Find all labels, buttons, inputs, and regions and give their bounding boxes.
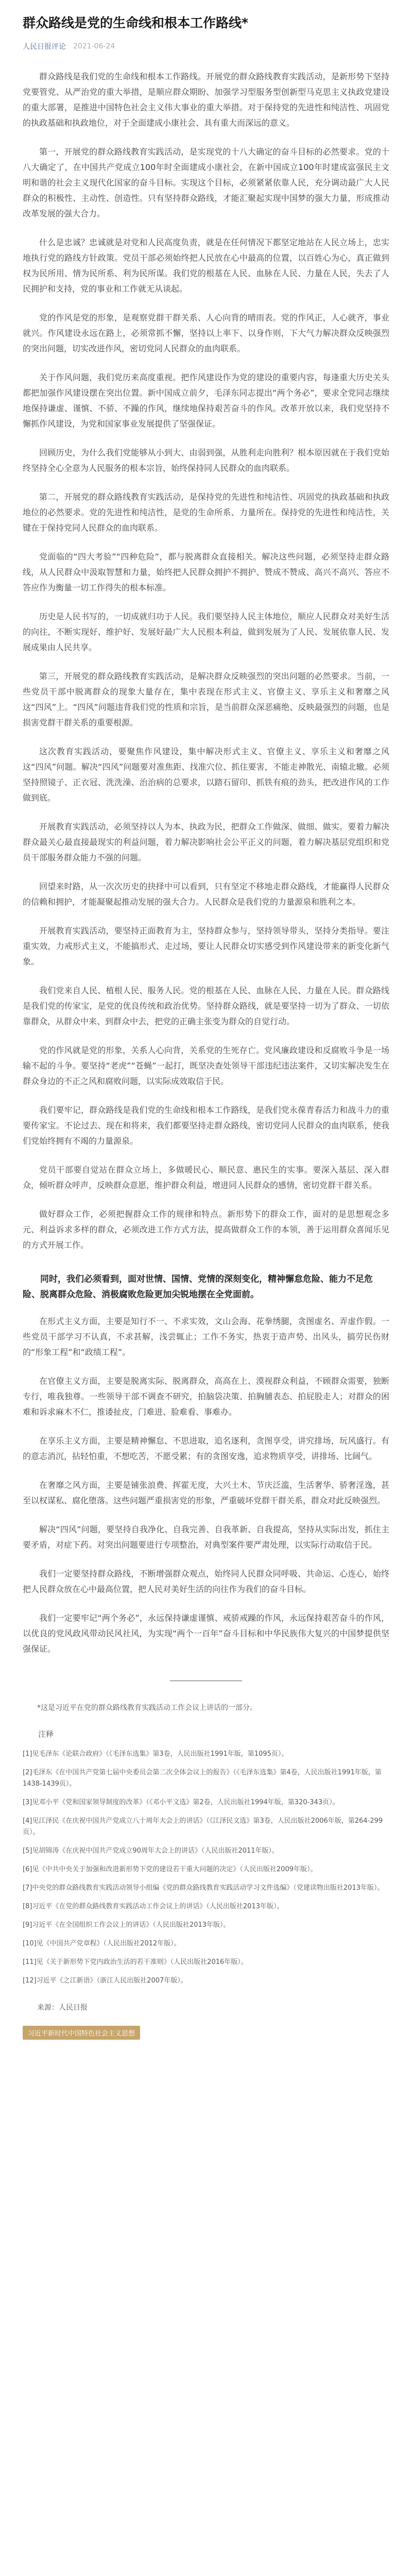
body-paragraph: 回望来时路，从一次次历史的抉择中可以看到，只有坚定不移地走群众路线，才能赢得人民群众的信赖和拥护，才能凝聚起推动发展的强大合力。人民群众是我们党的力量源泉和胜利之本。 <box>23 882 389 907</box>
body-paragraph: 历史是人民书写的，一切成就归功于人民。我们要坚持人民主体地位，顺应人民群众对美好生活的向往，不断实现好、维护好、发展好最广大人民根本利益，做到发展为了人民、发展依靠人民、发展成果由人民共享。 <box>23 612 389 652</box>
body-paragraph: 群众路线是我们党的生命线和根本工作路线。开展党的群众路线教育实践活动，是新形势下坚持党要管党、从严治党的重大举措，是顺应群众期盼、加强学习型服务型创新型马克思主义执政党建设的重大部署，是推进中国特色社会主义伟大事业的重大举措。对于保持党的先进性和纯洁性、巩固党的执政基础和执政地位，对于全面建成小康社会、具有重大而深远的意义。 <box>23 72 389 128</box>
reference-item: [10]见《中国共产党章程》（人民出版社2012年版）。 <box>23 1940 181 1947</box>
reference-item: [3]见邓小平《党和国家领导制度的改革》（《邓小平文选》第2卷，人民出版社1994年版，第320-343页）。 <box>23 1799 339 1806</box>
body-paragraph: 回顾历史，为什么我们党能够从小到大、由弱到强，从胜利走向胜利？根本原因就在于我们党始终坚持全心全意为人民服务的根本宗旨，始终保持同人民群众的血肉联系。 <box>23 448 389 473</box>
reference-item: [11]见《关于新形势下党内政治生活的若干准则》（人民出版社2016年版）。 <box>23 1958 248 1966</box>
body-paragraph: 党的作风是党的形象，是观察党群干群关系、人心向背的晴雨表。党的作风正，人心就齐，事业就兴。作风建设永远在路上，必须常抓不懈，坚持以上率下、以身作则，下大气力解决群众反映强烈的突出问题，切实改进作风，密切党同人民群众的血肉联系。 <box>23 313 389 353</box>
body-paragraph: 我们一定要坚持群众路线，不断增强群众观点，始终同人民群众同呼吸、共命运、心连心，始终把人民群众放在心中最高位置，把人民对美好生活的向往作为我们的奋斗目标。 <box>23 1569 389 1594</box>
article-body-part-2 <box>23 1314 389 1657</box>
body-paragraph: 关于作风问题，我们党历来高度重视。把作风建设作为党的建设的重要内容，每逢重大历史关头都把加强作风建设摆在突出位置。新中国成立前夕，毛泽东同志提出“两个务必”，要求全党同志继续地保持谦虚、谨慎、不骄、不躁的作风，继续地保持艰苦奋斗的作风。改革开放以来，我们党坚持不懈抓作风建设，为党和国家事业发展提供了坚强保证。 <box>23 372 389 429</box>
article-body-part-1 <box>23 69 389 1253</box>
body-paragraph: 我们党来自人民、植根人民、服务人民。党的根基在人民、血脉在人民、力量在人民。群众路线是我们党的传家宝，是党的优良传统和政治优势。坚持群众路线，就是要坚持一切为了群众、一切依靠群众，从群众中来、到群众中去，把党的正确主张变为群众的自觉行动。 <box>23 986 389 1026</box>
source-line: 来源：人民日报 <box>37 2004 88 2012</box>
footnote: *这是习近平在党的群众路线教育实践活动工作会议上讲话的一部分。 <box>37 1704 257 1712</box>
article-title: 群众路线是党的生命线和根本工作路线* <box>23 15 249 30</box>
body-paragraph: 党面临的“四大考验”“四种危险”，都与脱离群众直接相关。解决这些问题，必须坚持走群众路线，从人民群众中汲取智慧和力量，始终把人民群众拥护不拥护、赞成不赞成、高兴不高兴、答应不答应作为衡量一切工作得失的根本标准。 <box>23 552 389 592</box>
reference-item: [6]见《中共中央关于加强和改进新形势下党的建设若干重大问题的决定》（人民出版社2009年版）。 <box>23 1866 317 1873</box>
body-paragraph: 解决“四风”问题，要坚持自我净化、自我完善、自我革新、自我提高，坚持从实际出发，抓住主要矛盾，对症下药。对突出问题要进行专项整治，对典型案件要严肃处理，以实际行动取信于民。 <box>23 1524 389 1550</box>
author-link[interactable]: 人民日报评论 <box>23 43 66 51</box>
body-paragraph: 开展教育实践活动，要坚持正面教育为主，坚持群众参与，坚持领导带头，坚持分类指导。要注重实效，力戒形式主义，不能搞形式、走过场，要让人民群众切实感受到作风建设带来的新变化新气象。 <box>23 926 389 967</box>
body-paragraph: 我们一定要牢记“两个务必”，永远保持谦虚谨慎、戒骄戒躁的作风，永远保持艰苦奋斗的作风，以优良的党风政风带动民风社风，为实现“两个一百年”奋斗目标和中华民族伟大复兴的中国梦提供坚强保证。 <box>23 1613 389 1654</box>
body-paragraph: 在享乐主义方面，主要是精神懈怠、不思进取，追名逐利，贪图享受，讲究排场，玩风盛行。有的意志消沉，拈轻怕重，不想吃苦，不愿受累；有的贪图安逸，追求物质享受，讲排场、比阔气。 <box>23 1436 389 1461</box>
reference-item: [2]毛泽东《在中国共产党第七届中央委员会第二次全体会议上的报告》（《毛泽东选集》第4卷，人民出版社1991年版，第1438-1439页）。 <box>23 1769 382 1788</box>
body-paragraph: 党的作风就是党的形象，关系人心向背，关系党的生死存亡。党风廉政建设和反腐败斗争是一场输不起的斗争。要坚持“老虎”“苍蝇”一起打，既坚决查处领导干部违纪违法案件，又切实解决发生在群众身边的不正之风和腐败问题，以实际成效取信于民。 <box>23 1045 389 1086</box>
references-title: 注释 <box>38 1730 54 1739</box>
reference-item: [12]习近平《之江新语》（浙江人民出版社2007年版）。 <box>23 1977 187 1985</box>
reference-item: [4]见江泽民《在庆祝中国共产党成立八十周年大会上的讲话》（《江泽民文选》第3卷，人民出版社2006年版，第264-299页）。 <box>23 1817 383 1836</box>
reference-item: [7]中央党的群众路线教育实践活动领导小组编《党的群众路线教育实践活动学习文件选编》（党建读物出版社2013年版）。 <box>23 1884 384 1892</box>
body-paragraph: 做好群众工作，必须把握群众工作的规律和特点。新形势下的群众工作，面对的是思想观念多元、利益诉求多样的群众，必须改进工作方式方法，提高做群众工作的本领，善于运用群众喜闻乐见的方式开展工作。 <box>23 1209 389 1250</box>
body-paragraph: 在形式主义方面，主要是知行不一、不求实效，文山会海、花拳绣腿，贪图虚名、弄虚作假。一些党员干部学习不认真，不求甚解，浅尝辄止；工作不务实，热衷于造声势、出风头，搞劳民伤财的“形象工程”和“政绩工程”。 <box>23 1316 389 1357</box>
publish-date: 2021-06-24 <box>73 42 115 50</box>
reference-item: [1]见毛泽东《论联合政府》（《毛泽东选集》第3卷，人民出版社1991年版，第1095页）。 <box>23 1750 288 1758</box>
body-paragraph: 什么是忠诚？忠诚就是对党和人民高度负责，就是在任何情况下都坚定地站在人民立场上，忠实地执行党的路线方针政策。党员干部必须始终把人民放在心中最高的位置，以百姓心为心，真正做到权为民所用、情为民所系、利为民所谋。我们党的根基在人民、血脉在人民、力量在人民，失去了人民拥护和支持，党的事业和工作就无从谈起。 <box>23 238 389 294</box>
body-paragraph: 开展教育实践活动，必须坚持以人为本、执政为民，把群众工作做深、做细、做实。要着力解决群众最关心最直接最现实的利益问题，着力解决影响社会公平正义的问题，着力解决基层党组织和党员干部服务群众能力不强的问题。 <box>23 822 389 862</box>
body-paragraph: 在官僚主义方面，主要是脱离实际、脱离群众，高高在上、漠视群众利益，不顾群众需要，独断专行，唯我独尊。一些领导干部不调查不研究，拍脑袋决策、拍胸脯表态、拍屁股走人；对群众的困难和诉求麻木不仁，推诿扯皮，门难进、脸难看、事难办。 <box>23 1376 389 1417</box>
body-paragraph: 这次教育实践活动，要聚焦作风建设，集中解决形式主义、官僚主义、享乐主义和奢靡之风这“四风”问题。解决“四风”问题要对准焦距、找准穴位、抓住要害，不能走神散光、南辕北辙。必须坚持照镜子、正衣冠、洗洗澡、治治病的总要求，以踏石留印、抓铁有痕的劲头，把改进作风的工作做到底。 <box>23 747 389 803</box>
references-list <box>23 1749 389 1987</box>
body-paragraph: 党员干部要自觉站在群众立场上，多做暖民心、顺民意、惠民生的实事。要深入基层、深入群众，倾听群众呼声，反映群众意愿，维护群众利益，增进同人民群众的感情，密切党群干群关系。 <box>23 1165 389 1190</box>
body-paragraph: 第二，开展党的群众路线教育实践活动，是保持党的先进性和纯洁性、巩固党的执政基础和执政地位的必然要求。党的先进性和纯洁性，是党的生命所系、力量所在。保持党的先进性和纯洁性，关键在于保持党同人民群众的血肉联系。 <box>23 492 389 533</box>
section-heading: 同时，我们必须看到，面对世情、国情、党情的深刻变化，精神懈怠危险、能力不足危险、脱离群众危险、消极腐败危险更加尖锐地摆在全党面前。 <box>23 1274 373 1300</box>
reference-item: [9]习近平《在全国组织工作会议上的讲话》（人民出版社2013年版）。 <box>23 1921 230 1929</box>
reference-item: [8]习近平《在党的群众路线教育实践活动工作会议上的讲话》（人民出版社2013年版）。 <box>23 1903 284 1910</box>
body-paragraph: 第三，开展党的群众路线教育实践活动，是解决群众反映强烈的突出问题的必然要求。当前，一些党员干部中脱离群众的现象大量存在，集中表现在形式主义、官僚主义、享乐主义和奢靡之风这“四风”上。“四风”问题违背我们党的性质和宗旨，是当前群众深恶痛绝、反映最强烈的问题，也是损害党群干群关系的重要根源。 <box>23 671 389 727</box>
topic-tag[interactable]: 习近平新时代中国特色社会主义思想 <box>23 2026 140 2040</box>
body-paragraph: 在奢靡之风方面，主要是铺张浪费、挥霍无度，大兴土木、节庆泛滥，生活奢华、骄奢淫逸，甚至以权谋私、腐化堕落。这些问题严重损害党的形象，严重破坏党群干群关系，群众对此反映强烈。 <box>23 1480 389 1505</box>
body-paragraph: 第一，开展党的群众路线教育实践活动，是实现党的十八大确定的奋斗目标的必然要求。党的十八大确定了，在中国共产党成立100年时全面建成小康社会，在新中国成立100年时建成富强民主文明和谐的社会主义现代化国家的奋斗目标。实现这个目标，必须紧紧依靠人民，充分调动最广大人民群众的积极性、主动性、创造性。只有坚持群众路线，才能汇聚起实现中国梦的强大力量，形成推动改革发展的强大合力。 <box>23 147 389 218</box>
article-meta <box>23 41 389 52</box>
body-paragraph: 我们要牢记，群众路线是我们党的生命线和根本工作路线，是我们党永葆青春活力和战斗力的重要传家宝。不论过去、现在和将来，我们都要坚持走群众路线，密切党同人民群众的血肉联系，使我们党始终拥有不竭的力量源泉。 <box>23 1105 389 1146</box>
reference-item: [5]见胡锦涛《在庆祝中国共产党成立90周年大会上的讲话》（人民出版社2011年版）。 <box>23 1847 279 1855</box>
